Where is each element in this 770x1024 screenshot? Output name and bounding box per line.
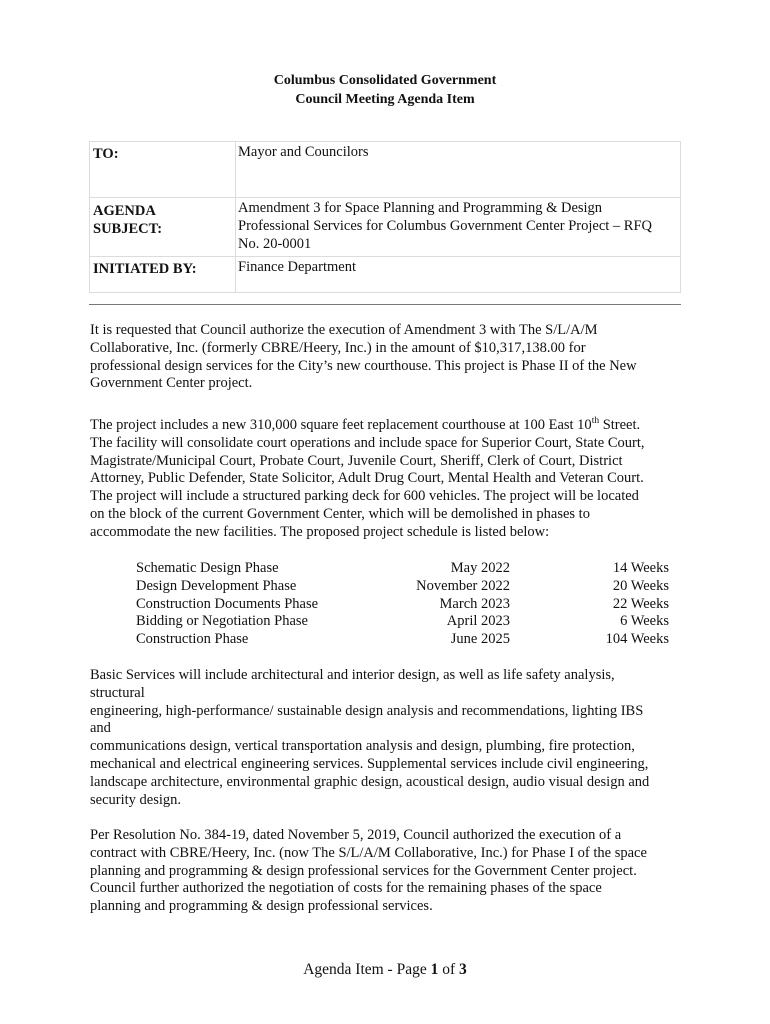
schedule-duration: 20 Weeks xyxy=(612,577,669,594)
text-line: communications design, vertical transportation analysis and design, plumbing, fire protection, xyxy=(90,738,635,755)
subject-value xyxy=(236,198,681,257)
text-line: security design. xyxy=(90,791,182,808)
schedule-duration: 104 Weeks xyxy=(605,631,669,648)
subject-value-line: No. 20-0001 xyxy=(238,236,312,252)
schedule-row xyxy=(136,560,669,578)
text-line: Collaborative, Inc. (formerly CBRE/Heery, Inc.) in the amount of $10,317,138.00 for xyxy=(90,339,586,356)
to-label: TO: xyxy=(90,142,236,198)
text-line: landscape architecture, environmental graphic design, acoustical design, audio visual design and xyxy=(90,773,650,790)
text-line: professional design services for the City’s new courthouse. This project is Phase II of the New xyxy=(90,357,637,374)
text-line: on the block of the current Government Center, which will be demolished in phases to xyxy=(90,505,590,522)
footer-prefix: Agenda Item - Page xyxy=(303,961,431,978)
table-row-to xyxy=(90,142,681,198)
horizontal-divider xyxy=(89,304,681,305)
text-line: planning and programming & design professional services for the Government Center project. xyxy=(90,862,637,879)
schedule-duration: 22 Weeks xyxy=(612,595,669,612)
schedule-row xyxy=(136,631,669,649)
text-line: The facility will consolidate court operations and include space for Superior Court, State Court, xyxy=(90,434,645,451)
text-line: accommodate the new facilities. The proposed project schedule is listed below: xyxy=(90,523,550,540)
text-line: planning and programming & design professional services. xyxy=(90,898,433,915)
footer-page-number: 1 xyxy=(430,961,439,978)
text-segment: The project includes a new 310,000 square feet replacement courthouse at 100 East 10 xyxy=(90,417,592,433)
text-line: engineering, high-performance/ sustainable design analysis and recommendations, lighting IBS xyxy=(90,702,644,719)
schedule-date: November 2022 xyxy=(416,577,510,594)
subject-value-line: Professional Services for Columbus Government Center Project – RFQ xyxy=(238,218,652,234)
schedule-row xyxy=(136,578,669,596)
schedule-phase: Schematic Design Phase xyxy=(136,560,279,576)
text-line: Per Resolution No. 384-19, dated November 5, 2019, Council authorized the execution of a xyxy=(90,827,622,843)
text-line xyxy=(90,417,684,435)
schedule-duration: 14 Weeks xyxy=(612,560,669,576)
schedule-row xyxy=(136,596,669,614)
schedule-phase: Bidding or Negotiation Phase xyxy=(136,613,308,630)
schedule-date: April 2023 xyxy=(446,613,510,630)
text-line: Council further authorized the negotiation of costs for the remaining phases of the space xyxy=(90,880,602,897)
text-line: Government Center project. xyxy=(90,375,253,392)
schedule-phase: Construction Documents Phase xyxy=(136,595,319,612)
document-subtitle: Council Meeting Agenda Item xyxy=(295,92,475,107)
agenda-info-table xyxy=(89,141,681,293)
initiated-label: INITIATED BY: xyxy=(90,257,236,293)
text-line: structural xyxy=(90,684,145,701)
paragraph-basic-services xyxy=(90,667,684,809)
schedule-row xyxy=(136,613,669,631)
project-schedule xyxy=(136,560,669,649)
schedule-duration: 6 Weeks xyxy=(620,613,669,630)
text-line: mechanical and electrical engineering services. Supplemental services include civil engineering, xyxy=(90,755,649,772)
initiated-value: Finance Department xyxy=(236,257,681,293)
text-line: contract with CBRE/Heery, Inc. (now The S/L/A/M Collaborative, Inc.) for Phase I of the space xyxy=(90,844,647,861)
to-value: Mayor and Councilors xyxy=(236,142,681,198)
schedule-date: June 2025 xyxy=(450,631,510,648)
table-row-subject xyxy=(90,198,681,257)
paragraph-resolution xyxy=(90,827,684,916)
schedule-phase: Design Development Phase xyxy=(136,577,297,594)
paragraph-request xyxy=(90,322,684,393)
schedule-date: May 2022 xyxy=(450,560,510,576)
text-line: Basic Services will include architectural and interior design, as well as life safety analysis, xyxy=(90,667,615,683)
paragraph-project-description xyxy=(90,417,684,542)
subject-label xyxy=(90,198,236,257)
schedule-date: March 2023 xyxy=(439,595,510,612)
schedule-phase: Construction Phase xyxy=(136,631,249,648)
text-line: Magistrate/Municipal Court, Probate Court, Juvenile Court, Sheriff, Clerk of Court, District xyxy=(90,452,623,469)
document-title: Columbus Consolidated Government xyxy=(273,73,497,88)
subject-label-line: AGENDA xyxy=(93,203,156,219)
text-line: and xyxy=(90,720,111,737)
page-footer xyxy=(0,960,770,979)
table-row-initiated xyxy=(90,257,681,293)
footer-of: of xyxy=(438,961,460,978)
text-line: It is requested that Council authorize the execution of Amendment 3 with The S/L/A/M xyxy=(90,322,598,338)
subject-label-line: SUBJECT: xyxy=(93,221,163,237)
text-segment: Street. xyxy=(599,417,641,433)
subject-value-line: Amendment 3 for Space Planning and Programming & Design xyxy=(238,200,603,216)
superscript: th xyxy=(591,416,600,427)
text-line: The project will include a structured parking deck for 600 vehicles. The project will be located xyxy=(90,488,639,505)
footer-page-total: 3 xyxy=(459,961,467,978)
text-line: Attorney, Public Defender, State Solicitor, Adult Drug Court, Mental Health and Veteran Court. xyxy=(90,470,644,487)
